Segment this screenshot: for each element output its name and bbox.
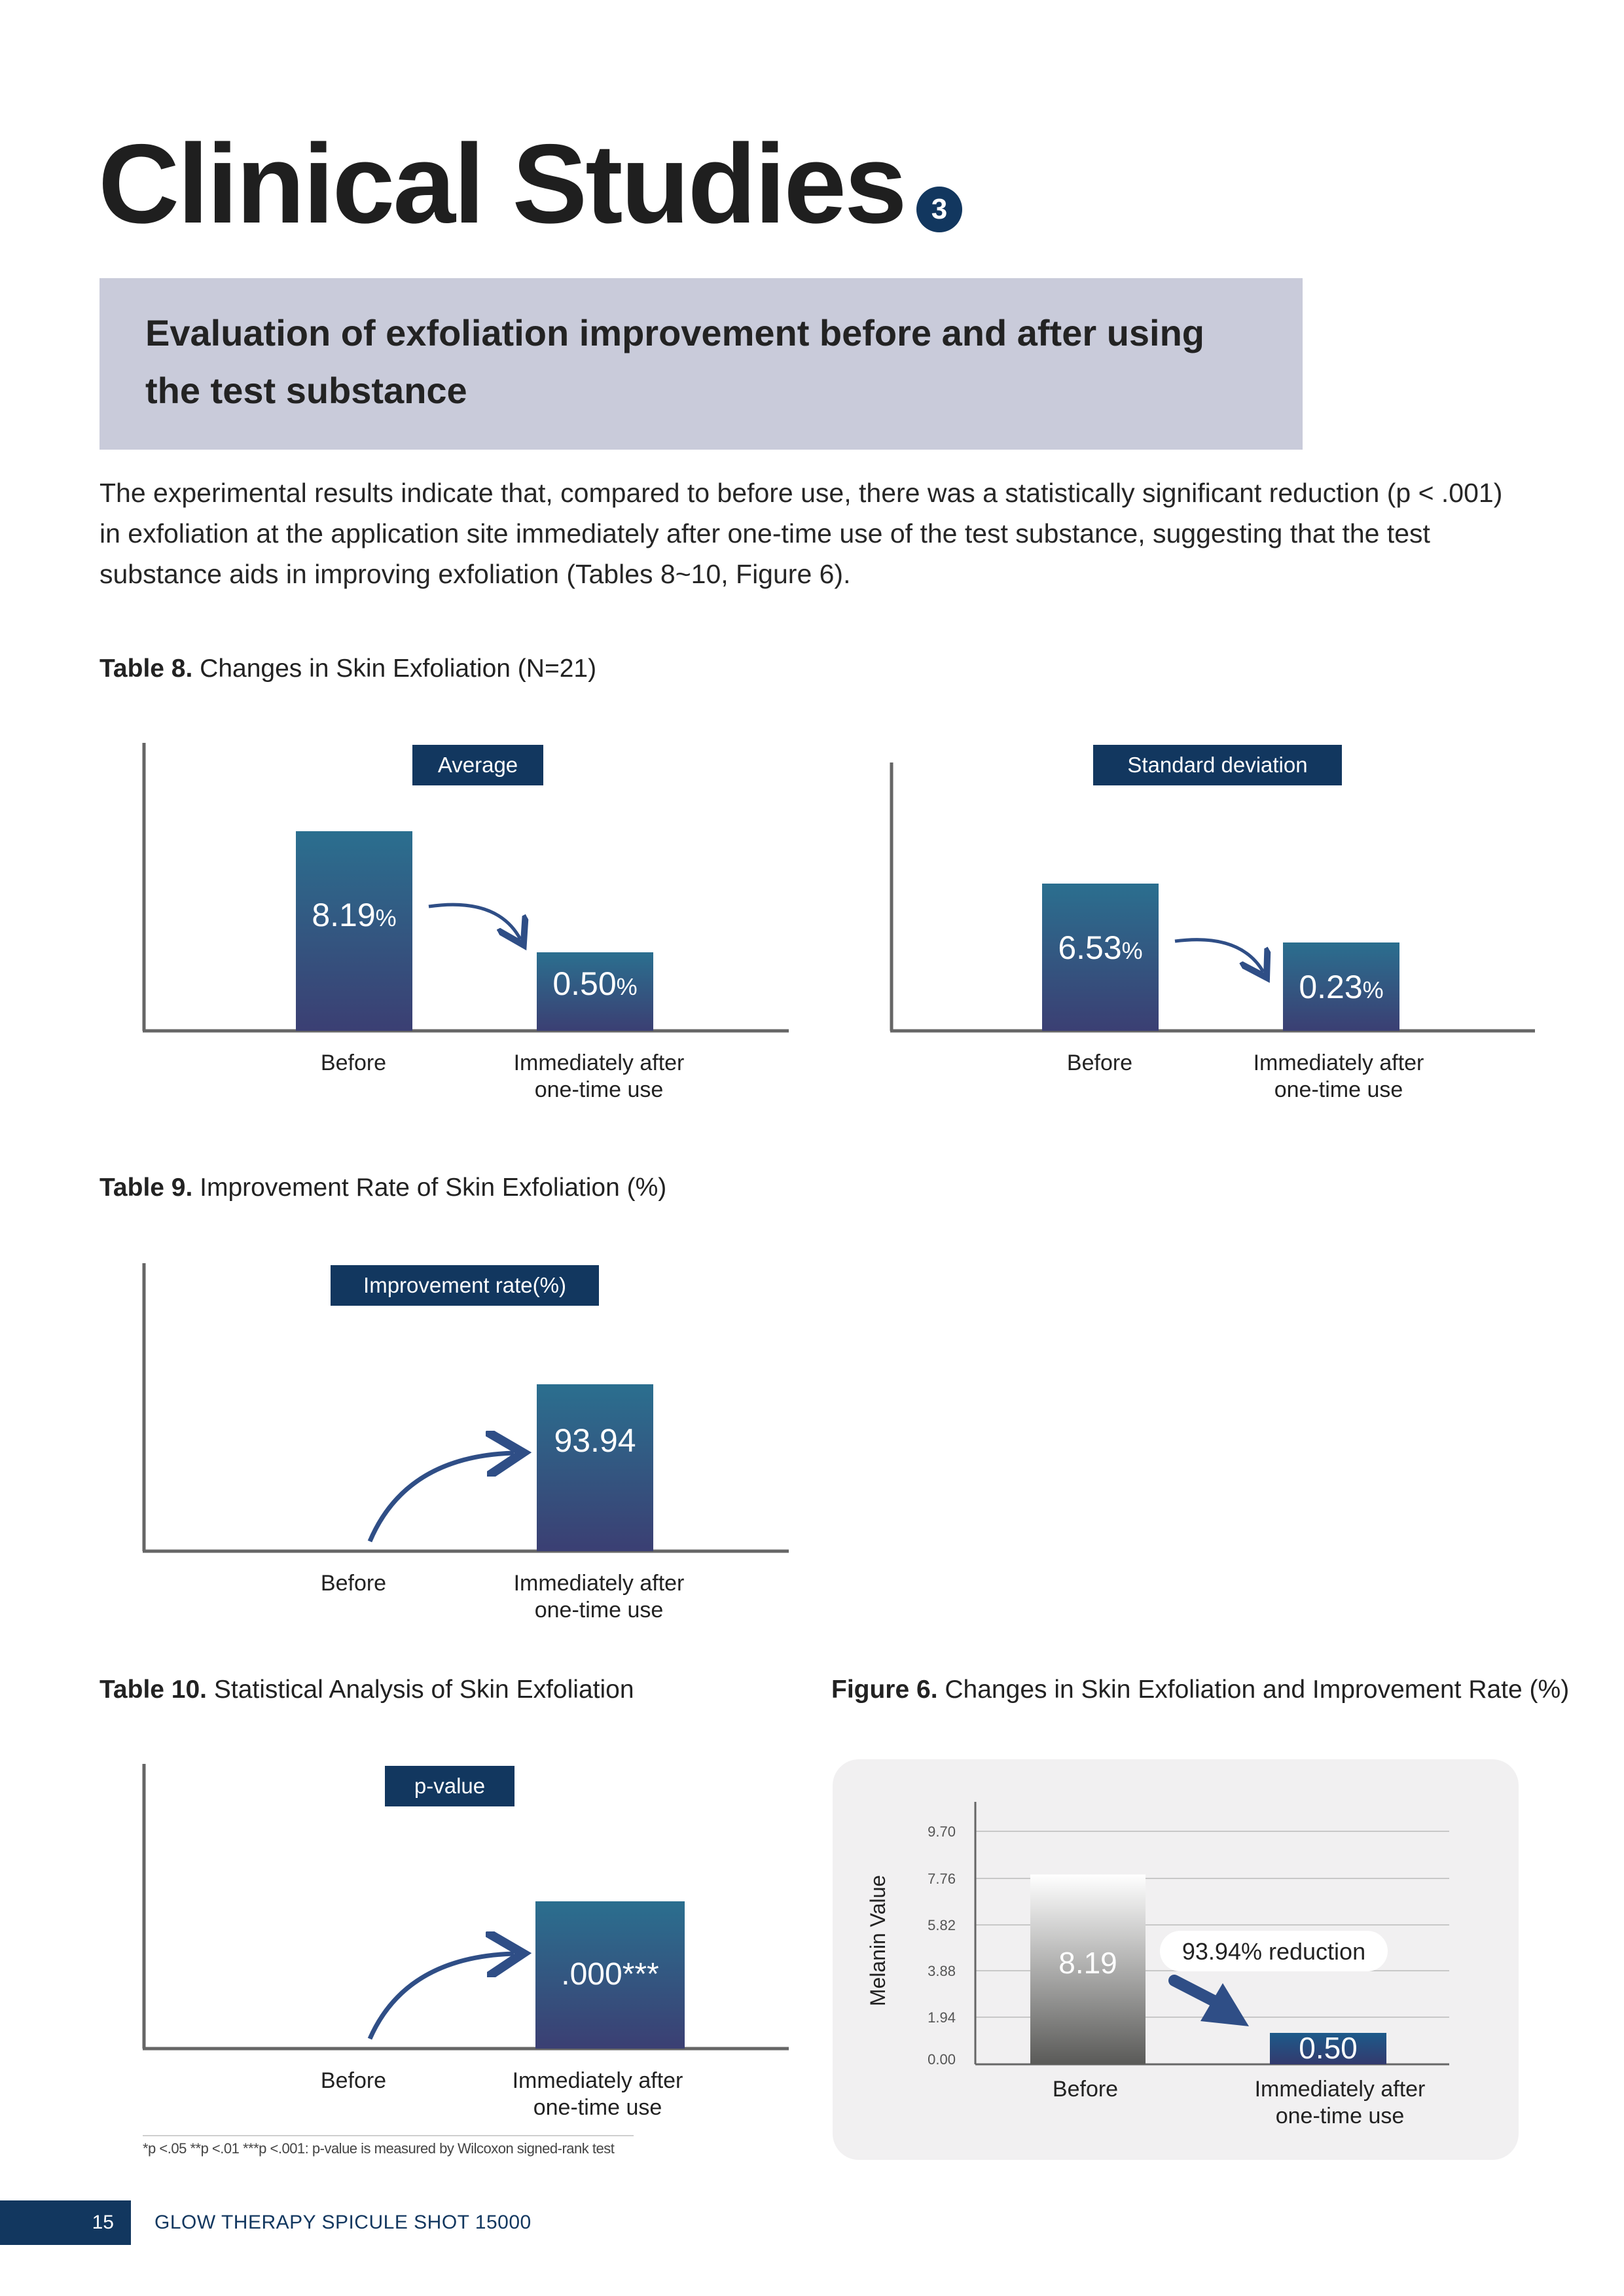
bar-label-before: 8.19%: [312, 897, 397, 933]
x-label-before: Before: [1052, 2077, 1119, 2102]
intro-paragraph: The experimental results indicate that, compared to before use, there was a statistically significant reduction (p < .001) in exfoliation at the application site immediately after one-time use of the test substance, suggesting that the test substance aids in improving exfoliation (Tables 8~10, Figure 6).: [99, 478, 1503, 589]
chart-improvement-rate: [131, 1253, 799, 1633]
y-axis-label: Melanin Value: [866, 1874, 890, 2007]
y-tick: 3.88: [928, 1963, 956, 1979]
bar-after: [537, 1384, 653, 1551]
y-tick: 5.82: [928, 1917, 956, 1933]
caption-table10: [99, 1676, 634, 1704]
bar-label-after: 0.23%: [1299, 969, 1384, 1005]
decrease-arrow: [1175, 940, 1263, 972]
y-tick: 1.94: [928, 2009, 956, 2026]
chart-title: Improvement rate(%): [363, 1273, 566, 1297]
chart-title: Average: [437, 753, 518, 777]
caption-text: Changes in Skin Exfoliation (N=21): [200, 655, 597, 683]
x-label-after: Immediately after one-time use: [513, 1050, 685, 1102]
x-label-before: Before: [1066, 1050, 1133, 1075]
caption-table9: [99, 1174, 666, 1202]
x-label-after: Immediately after one-time use: [1254, 2077, 1426, 2128]
chart-title: Standard deviation: [1127, 753, 1308, 777]
caption-figure6: [831, 1676, 1569, 1704]
x-label-before: Before: [320, 1571, 387, 1596]
y-tick: 9.70: [928, 1823, 956, 1840]
footer-product-name: GLOW THERAPY SPICULE SHOT 15000: [154, 2212, 532, 2233]
bar-label-after: 0.50: [1299, 2031, 1358, 2065]
subtitle: Evaluation of exfoliation improvement before and after using the test substance: [145, 312, 1205, 411]
chart-average: [131, 733, 799, 1113]
down-arrow-icon: [1174, 1981, 1249, 2026]
caption-label: Table 10.: [99, 1676, 208, 1704]
caption-text: Statistical Analysis of Skin Exfoliation: [213, 1676, 634, 1704]
increase-arrow: [370, 1954, 514, 2039]
x-label-after: Immediately after one-time use: [513, 1571, 685, 1623]
y-tick-labels: [928, 1823, 956, 2068]
section-number-badge: 3: [916, 187, 962, 232]
subtitle-box: [99, 278, 1303, 450]
bar-label-after: .000***: [561, 1957, 659, 1992]
x-label-after: Immediately after one-time use: [1253, 1050, 1424, 1102]
caption-label: Figure 6.: [831, 1676, 938, 1704]
caption-label: Table 9.: [99, 1174, 193, 1202]
caption-text: Improvement Rate of Skin Exfoliation (%): [200, 1174, 667, 1202]
bar-label-after: 0.50%: [552, 965, 638, 1002]
y-tick: 7.76: [928, 1871, 956, 1887]
caption-text: Changes in Skin Exfoliation and Improvement Rate (%): [945, 1676, 1570, 1704]
caption-label: Table 8.: [99, 655, 193, 683]
footnote: *p <.05 **p <.01 ***p <.001: p-value is measured by Wilcoxon signed-rank test: [143, 2135, 634, 2157]
bar-label-before: 6.53%: [1058, 929, 1143, 966]
page-number: 15: [0, 2200, 131, 2245]
page-title: Clinical Studies: [98, 121, 905, 247]
chart-standard-deviation: [877, 733, 1545, 1113]
x-label-after: Immediately after one-time use: [512, 2068, 683, 2120]
x-label-before: Before: [320, 1050, 387, 1075]
decrease-arrow: [429, 905, 520, 939]
y-tick: 0.00: [928, 2051, 956, 2068]
reduction-callout-text: 93.94% reduction: [1182, 1938, 1366, 1965]
chart-title: p-value: [414, 1774, 486, 1798]
chart-p-value: [131, 1754, 799, 2134]
caption-table8: [99, 655, 596, 683]
bar-label-before: 8.19: [1058, 1946, 1117, 1980]
increase-arrow: [370, 1453, 514, 1541]
bar-label-after: 93.94: [554, 1422, 636, 1459]
chart-figure6: [833, 1759, 1519, 2160]
x-label-before: Before: [320, 2068, 387, 2093]
